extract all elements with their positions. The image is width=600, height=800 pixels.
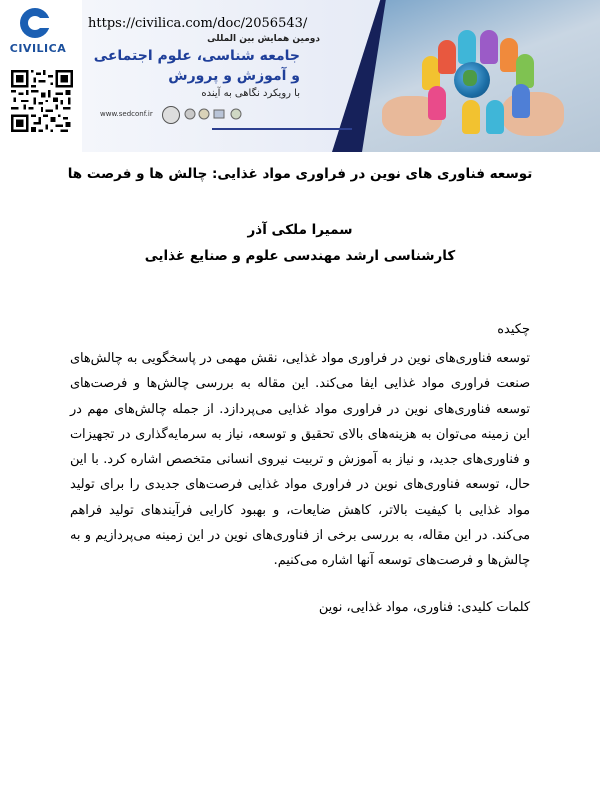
abstract-text: توسعه فناوری‌های نوین در فراوری مواد غذایی، نقش مهمی در پاسخگویی به چالش‌های صنعت فراوری مواد غذایی ایفا می‌کند. این مقاله به بررسی چالش‌ها و فرصت‌های توسعه فناوری‌های نوین در فراوری مواد غذایی می‌پردازد. از جمله چالش‌های مهم در این زمینه می‌توان به هزینه‌های بالای تحقیق و توسعه، نیاز به سرمایه‌گذاری در تجهیزات و فناوری‌های جدید، و نیاز به آموزش و تربیت نیروی انسانی متخصص اشاره کرد. با این حال، توسعه فناوری‌های نوین در فراوری مواد غذایی فرصت‌های جدیدی را برای تولید مواد غذایی با کیفیت بالاتر، کاهش ضایعات، و بهبود کارایی فرآیندهای تولید فراهم می‌کند. در این مقاله، به بررسی برخی از فناوری‌های نوین در این زمینه می‌پردازیم و به چالش‌ها و فرصت‌های توسعه آنها اشاره می‌کنیم. xyxy=(70,351,530,569)
paper-figure xyxy=(428,86,446,120)
poster-website: www.sedconf.ir xyxy=(100,110,153,118)
paper-figure xyxy=(516,54,534,88)
keywords: کلمات کلیدی: فناوری، مواد غذایی، نوین xyxy=(318,600,530,615)
poster-line-1: دومین همایش بین المللی xyxy=(207,34,320,44)
paper-figure xyxy=(480,30,498,64)
civilica-logo[interactable] xyxy=(4,6,74,68)
document-url[interactable]: https://civilica.com/doc/2056543/ xyxy=(88,16,308,31)
logo-text: CIVILICA xyxy=(9,42,67,55)
civilica-c-icon xyxy=(20,8,50,38)
qr-code-icon xyxy=(7,70,77,132)
poster-rule xyxy=(212,128,352,130)
header-banner xyxy=(0,0,600,152)
paper-figure xyxy=(512,84,530,118)
globe-icon xyxy=(454,62,490,98)
poster-line-2: جامعه شناسی، علوم اجتماعی xyxy=(93,48,300,64)
article-title: توسعه فناوری های نوین در فراوری مواد غذایی: چالش ها و فرصت ها xyxy=(67,166,533,182)
paper-figure xyxy=(462,100,480,134)
paper-figure xyxy=(486,100,504,134)
sponsor-logos-icon xyxy=(184,108,244,120)
poster-line-3: و آموزش و پرورش xyxy=(168,68,300,84)
author-affiliation: کارشناسی ارشد مهندسی علوم و صنایع غذایی xyxy=(144,248,456,264)
abstract-heading: چکیده xyxy=(497,322,530,337)
seal-icon xyxy=(162,106,180,124)
paper-figure xyxy=(458,30,476,64)
paper-figure xyxy=(438,40,456,74)
poster-line-4: با رویکرد نگاهی به آینده xyxy=(201,88,300,99)
author-name: سمیرا ملکی آذر xyxy=(247,222,353,238)
